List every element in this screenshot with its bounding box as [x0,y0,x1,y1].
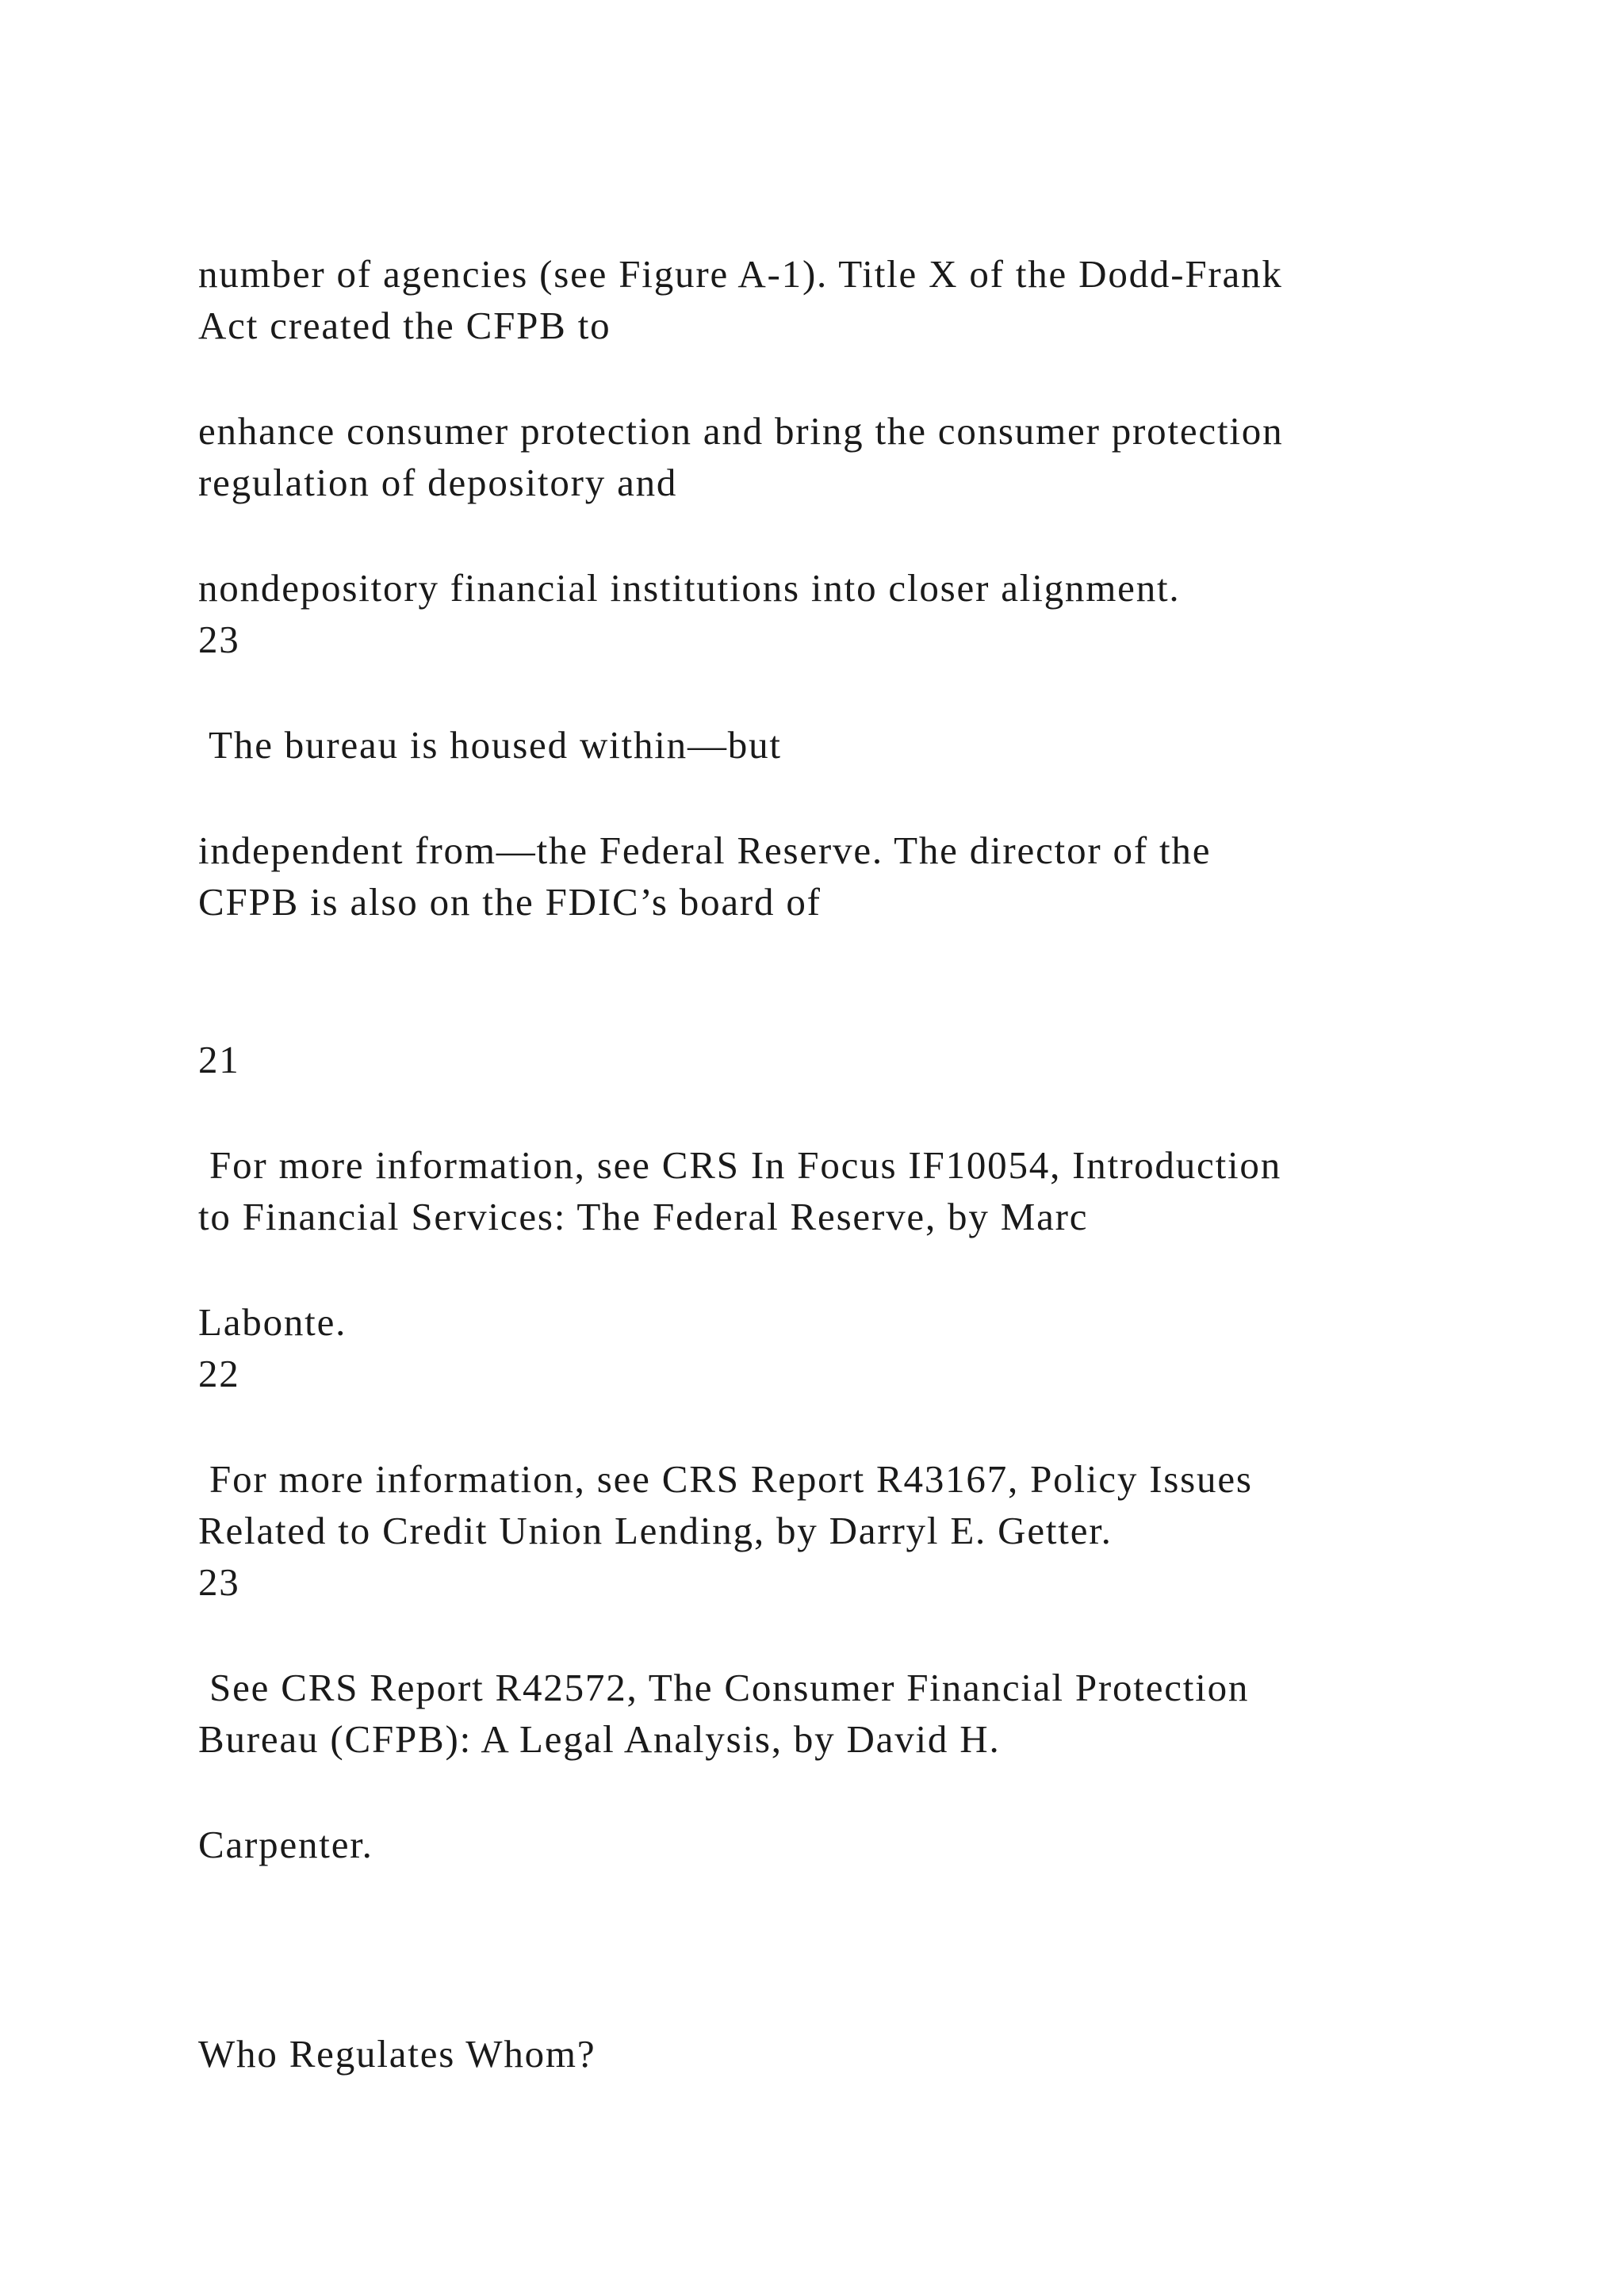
body-text-line: number of agencies (see Figure A-1). Title X of the Dodd-Frank [198,252,1283,296]
footnote-text: For more information, see CRS Report R43167, Policy Issues [198,1457,1253,1501]
footnote-text: Related to Credit Union Lending, by Darryl E. Getter. [198,1509,1113,1552]
footnote-text: Carpenter. [198,1823,373,1866]
footnote-number: 23 [198,1560,240,1604]
body-text-line: enhance consumer protection and bring the consumer protection [198,409,1284,453]
footnote-text: to Financial Services: The Federal Reserve, by Marc [198,1195,1089,1238]
running-header: Who Regulates Whom? [198,2032,596,2076]
footnote-text: Bureau (CFPB): A Legal Analysis, by David H. [198,1717,1001,1761]
body-text-line: nondepository financial institutions into closer alignment. [198,566,1181,610]
body-text-line: regulation of depository and [198,461,678,504]
footnote-text: For more information, see CRS In Focus IF10054, Introduction [198,1143,1281,1187]
footnote-number: 22 [198,1352,240,1395]
body-text-line: The bureau is housed within—but [198,723,782,767]
body-text-line: Act created the CFPB to [198,304,611,347]
footnote-text: Labonte. [198,1300,347,1344]
footnote-text: See CRS Report R42572, The Consumer Financial Protection [198,1666,1250,1709]
body-text-line: independent from—the Federal Reserve. The director of the [198,828,1212,872]
body-text-line: CFPB is also on the FDIC’s board of [198,880,822,924]
footnote-number: 21 [198,1038,240,1081]
footnote-marker: 23 [198,618,240,661]
